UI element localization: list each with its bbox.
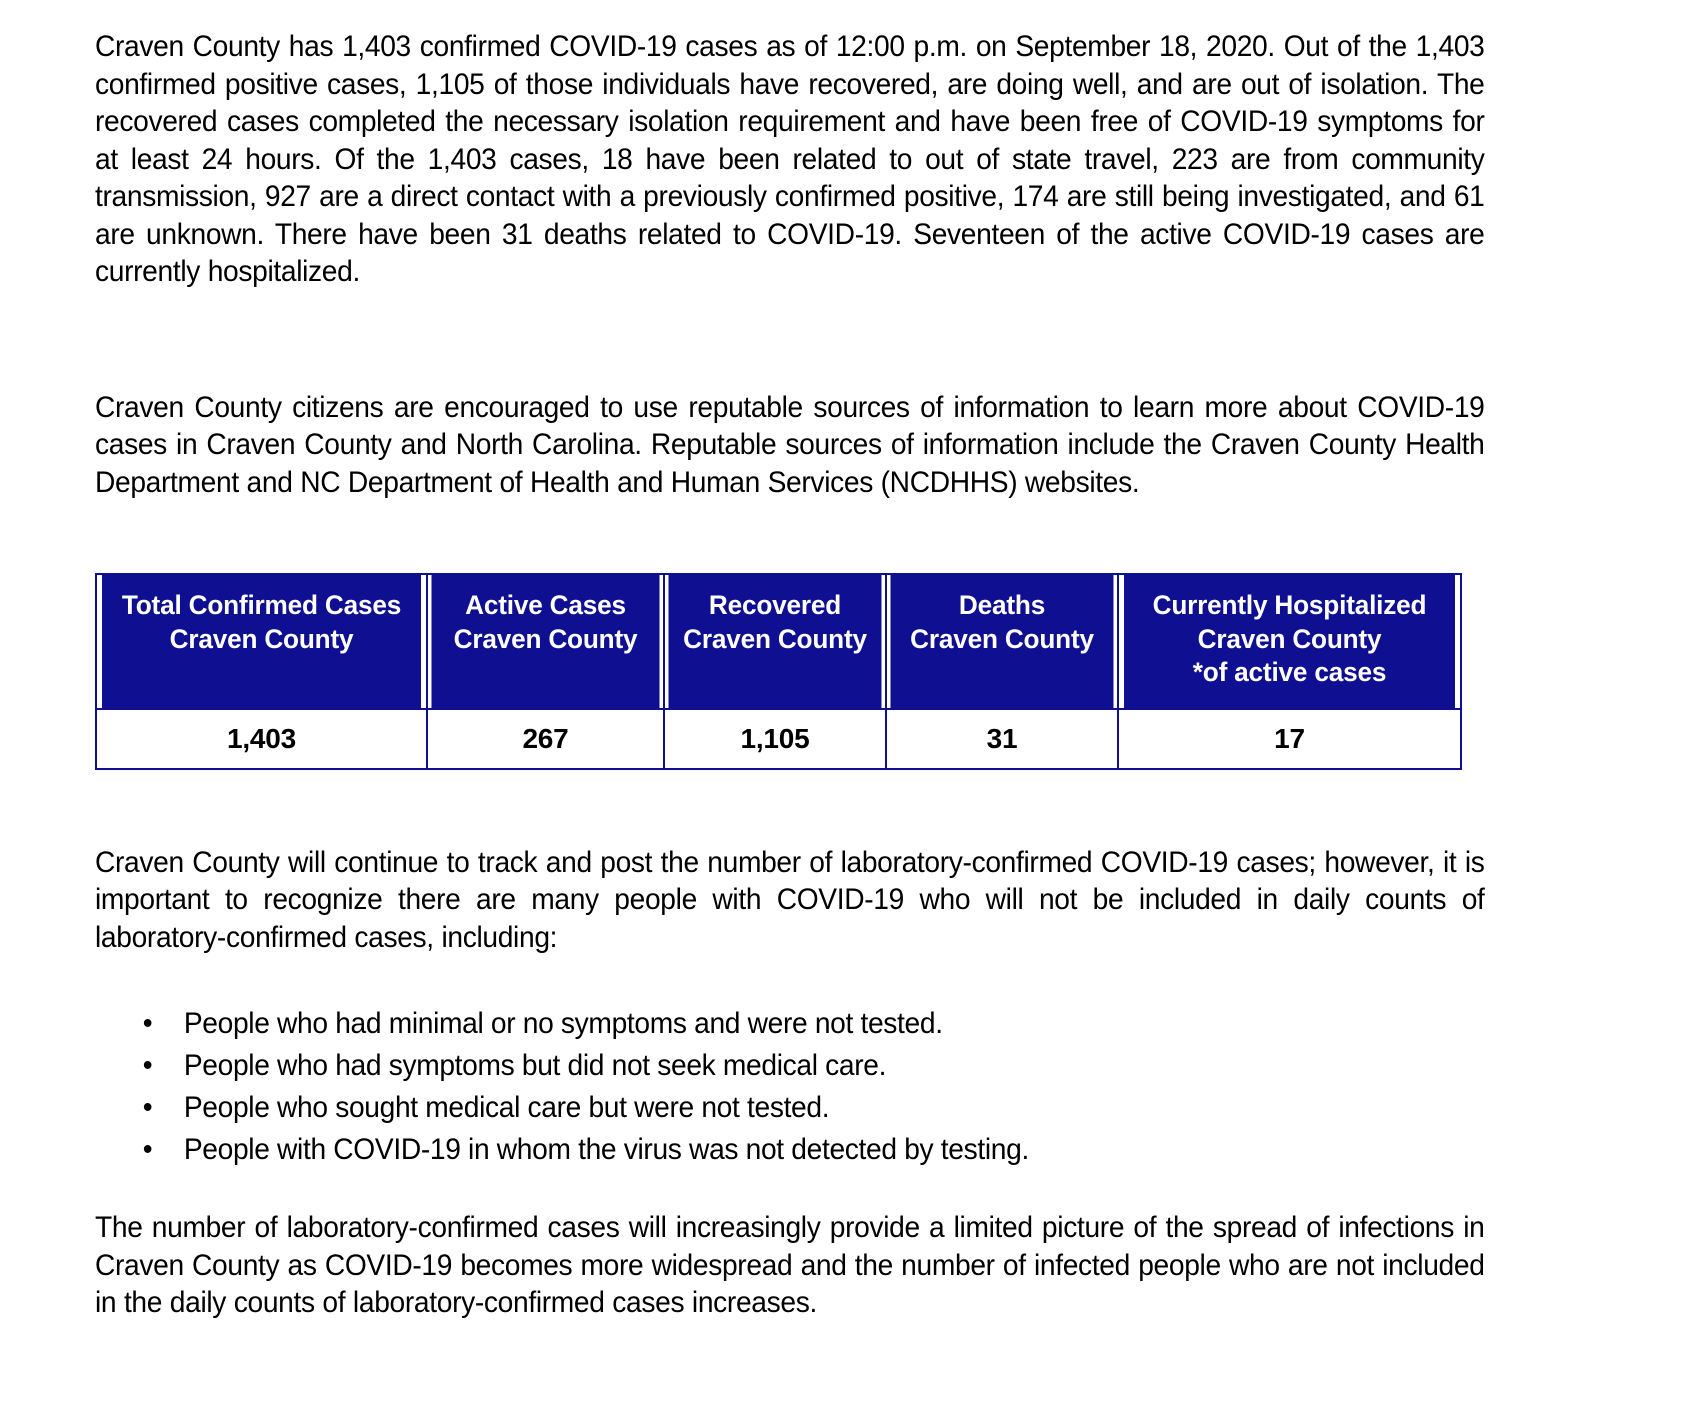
list-gap bbox=[95, 956, 1485, 1003]
table-header-active-cases bbox=[431, 574, 661, 709]
exclusions-bullet-list bbox=[95, 1003, 1485, 1171]
bullet-icon: • bbox=[142, 1007, 153, 1040]
paragraph-gap-3 bbox=[95, 770, 1485, 844]
header-line-2: Craven County bbox=[169, 623, 354, 654]
covid-stats-table bbox=[95, 573, 1462, 770]
document-content bbox=[95, 28, 1485, 1322]
list-item-label: People who sought medical care but were not tested. bbox=[183, 1091, 830, 1124]
header-line-2: Craven County bbox=[910, 623, 1094, 654]
paragraph-gap-4 bbox=[95, 1171, 1485, 1209]
list-item bbox=[95, 1087, 1422, 1129]
paragraph-reputable-sources: Craven County citizens are encouraged to use reputable sources of information to learn more about COVID-19 cases in Craven County and North Carolina. Reputable sources of information include the Craven County Health Department and NC Department of Health and Human Services (NCDHHS) websites. bbox=[95, 390, 1485, 499]
value-currently-hospitalized: 17 bbox=[1118, 709, 1461, 769]
list-item-label: People who had minimal or no symptoms and were not tested. bbox=[183, 1007, 943, 1040]
value-total-confirmed: 1,403 bbox=[96, 709, 427, 769]
bullet-icon: • bbox=[142, 1091, 153, 1124]
value-recovered: 1,105 bbox=[664, 709, 886, 769]
paragraph-gap-2 bbox=[95, 501, 1485, 573]
value-deaths: 31 bbox=[886, 709, 1118, 769]
header-line-1: Active Cases bbox=[465, 590, 626, 620]
header-line-2: Craven County bbox=[683, 623, 867, 654]
paragraph-case-summary: Craven County has 1,403 confirmed COVID-19 cases as of 12:00 p.m. on September 18, 2020. Out of the 1,403 confirmed positive cases, 1,105 of those individuals have recovered, are doing well, and are out of isolation. The recovered cases completed the necessary isolation requirement and have been free of COVID-19 symptoms for at least 24 hours. Of the 1,403 cases, 18 have been related to out of state travel, 223 are from community transmission, 927 are a direct contact with a previously confirmed positive, 174 are still being investigated, and 61 are unknown. There have been 31 deaths related to COVID-19. Seventeen of the active COVID-19 cases are currently hospitalized. bbox=[95, 30, 1485, 288]
list-item bbox=[95, 1003, 1422, 1045]
table-header-deaths bbox=[889, 574, 1114, 709]
header-line-1: Total Confirmed Cases bbox=[121, 590, 402, 620]
table-header-total-confirmed bbox=[101, 574, 422, 709]
header-line-2: Craven County bbox=[453, 623, 638, 654]
paragraph-gap-1 bbox=[95, 291, 1485, 389]
header-line-1: Deaths bbox=[958, 590, 1046, 620]
header-line-2: Craven County bbox=[1197, 623, 1382, 654]
table-row bbox=[96, 709, 1461, 769]
paragraph-tracking-limitations: Craven County will continue to track and post the number of laboratory-confirmed COVID-19 cases; however, it is important to recognize there are many people with COVID-19 who will not be included in daily counts of laboratory-confirmed cases, including: bbox=[95, 845, 1485, 954]
table-header-row bbox=[96, 574, 1461, 709]
paragraph-limited-picture: The number of laboratory-confirmed cases will increasingly provide a limited picture of the spread of infections in Craven County as COVID-19 becomes more widespread and the number of infected people who are not included in the daily counts of laboratory-confirmed cases increases. bbox=[95, 1211, 1485, 1319]
header-note-of-active-cases: *of active cases bbox=[1192, 657, 1387, 687]
bullet-icon: • bbox=[142, 1049, 153, 1082]
value-active-cases: 267 bbox=[427, 709, 664, 769]
list-item-label: People who had symptoms but did not seek medical care. bbox=[183, 1049, 887, 1082]
list-item bbox=[95, 1045, 1422, 1087]
header-line-1: Recovered bbox=[708, 590, 842, 620]
table-header-recovered bbox=[667, 574, 882, 709]
bullet-icon: • bbox=[142, 1133, 153, 1166]
list-item-label: People with COVID-19 in whom the virus was not detected by testing. bbox=[183, 1133, 1029, 1166]
table-header-currently-hospitalized bbox=[1123, 574, 1456, 709]
list-item bbox=[95, 1129, 1422, 1171]
header-line-1: Currently Hospitalized bbox=[1152, 590, 1427, 620]
covid-stats-table-wrapper bbox=[95, 573, 1460, 770]
